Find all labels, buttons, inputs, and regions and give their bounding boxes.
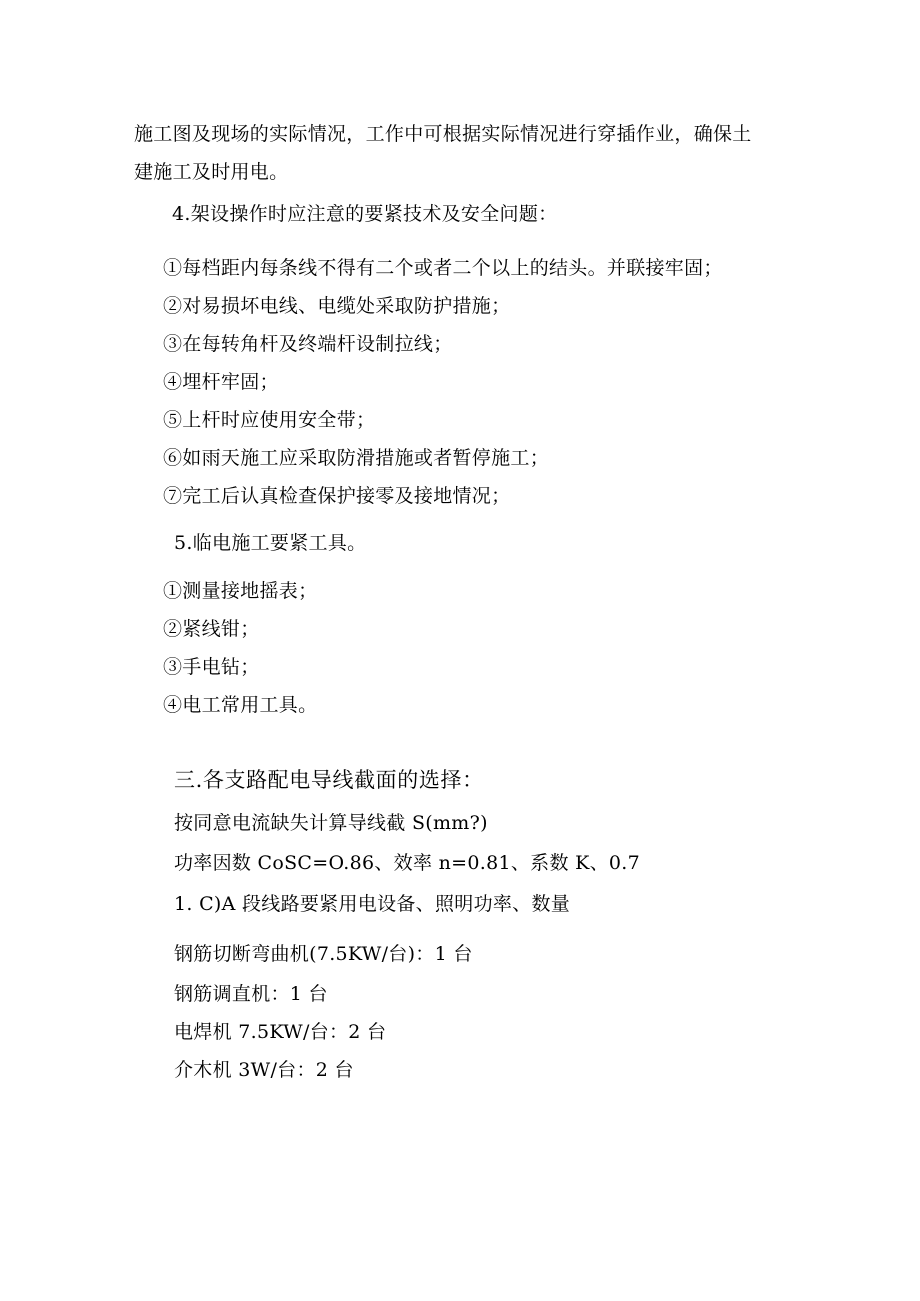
equipment-item-1: 钢筋切断弯曲机(7.5KW/台)：1 台 xyxy=(174,943,473,965)
section-4-item-2: ②对易损坏电线、电缆处采取防护措施； xyxy=(163,295,511,317)
section-3-line-1: 按同意电流缺失计算导线截 S(mm?) xyxy=(174,812,488,834)
section-3-line-3: 1. C)A 段线路要紧用电设备、照明功率、数量 xyxy=(174,893,571,915)
section-5-title: 5.临电施工要紧工具。 xyxy=(174,532,367,554)
equipment-item-3: 电焊机 7.5KW/台：2 台 xyxy=(174,1021,387,1043)
section-4-item-7: ⑦完工后认真检查保护接零及接地情况； xyxy=(163,485,511,507)
section-4-item-5: ⑤上杆时应使用安全带； xyxy=(163,409,376,431)
section-4-item-6: ⑥如雨天施工应采取防滑措施或者暂停施工； xyxy=(163,447,550,469)
intro-line-1: 施工图及现场的实际情况，工作中可根据实际情况进行穿插作业，确保土 xyxy=(134,123,752,145)
section-5-item-2: ②紧线钳； xyxy=(163,618,260,640)
section-5-item-1: ①测量接地摇表； xyxy=(163,580,318,602)
section-3-line-2: 功率因数 CoSC=O.86、效率 n=0.81、系数 K、0.7 xyxy=(174,852,641,874)
section-4-item-4: ④埋杆牢固； xyxy=(163,371,279,393)
section-3-title: 三.各支路配电导线截面的选择： xyxy=(174,768,484,792)
equipment-item-2: 钢筋调直机：1 台 xyxy=(174,983,328,1005)
section-4-item-1: ①每档距内每条线不得有二个或者二个以上的结头。并联接牢固； xyxy=(163,257,723,279)
section-5-item-3: ③手电钻； xyxy=(163,656,260,678)
section-4-item-3: ③在每转角杆及终端杆设制拉线； xyxy=(163,333,453,355)
section-5-item-4: ④电工常用工具。 xyxy=(163,694,318,716)
section-4-title: 4.架设操作时应注意的要紧技术及安全问题： xyxy=(172,203,558,225)
intro-line-2: 建施工及时用电。 xyxy=(134,161,289,183)
equipment-item-4: 介木机 3W/台：2 台 xyxy=(174,1059,354,1081)
